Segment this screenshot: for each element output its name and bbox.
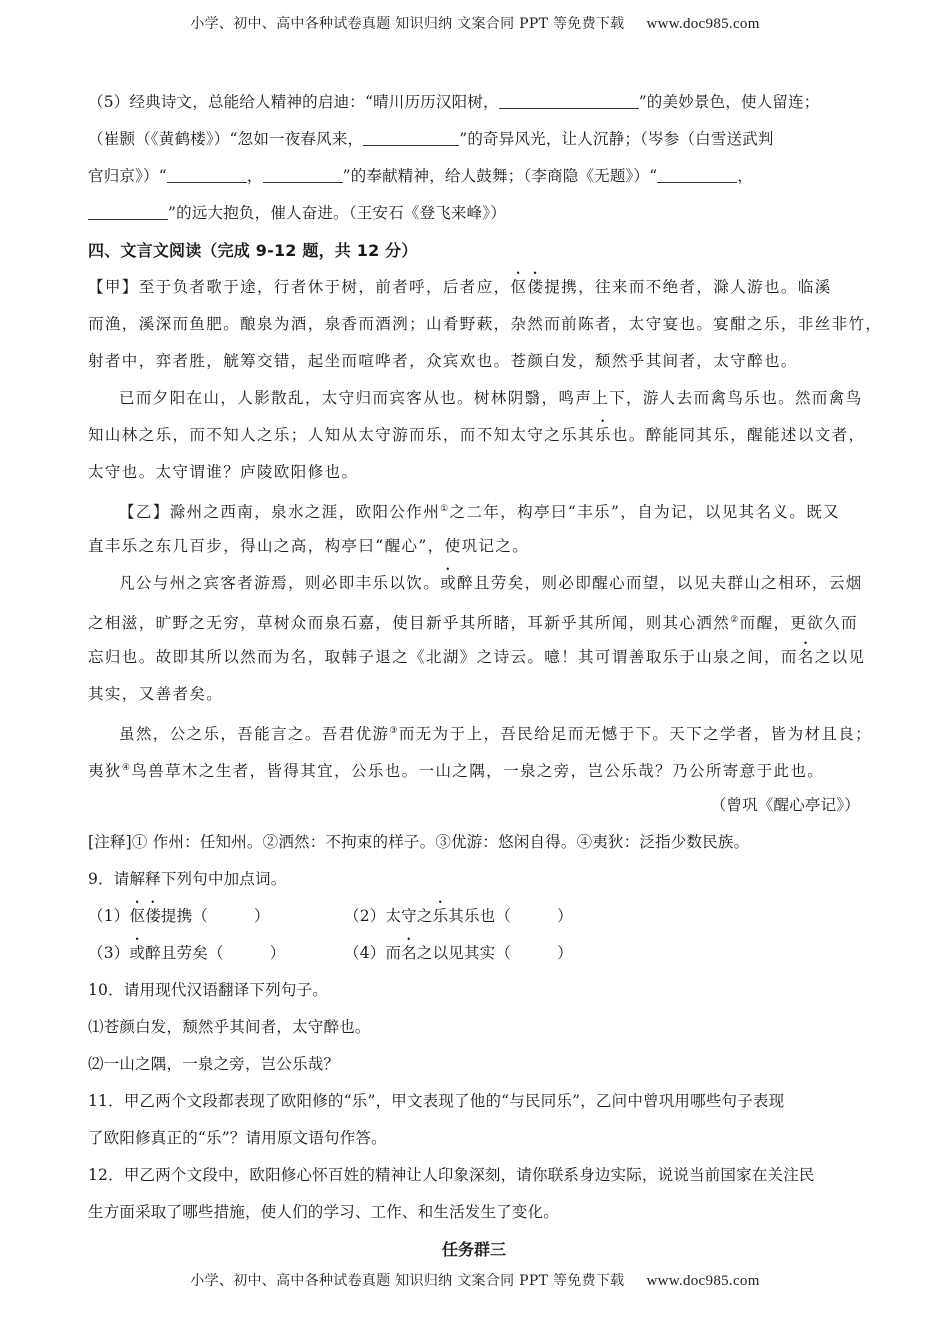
q9-row-2 <box>88 935 860 972</box>
q5-line-3: 官归京》）“ ， ”的奉献精神，给人鼓舞；（李商隐《无题》）“ ， <box>88 167 754 185</box>
q12-line-1: 12．甲乙两个文段中，欧阳修心怀百姓的精神让人印象深刻，请你联系身边实际，说说当前国家在关注民 <box>88 1166 815 1184</box>
passage-yi-line: 之相滋，旷野之无穷，草树众而泉石嘉，使目新乎其所睹，耳新乎其所闻，则其心洒然②而醒，更欲久而 <box>88 614 858 633</box>
q5-line-1: （5）经典诗文，总能给人精神的启迪：“晴川历历汉阳树， ”的美妙景色，使人留连； <box>88 93 820 111</box>
q9-row-1 <box>88 898 860 935</box>
q5-line-2: （崔颢（《黄鹤楼》）“忽如一夜春风来， ”的奇异风光，让人沉静；（岑参（白雪送武判 <box>88 130 774 148</box>
annotations: [注释]① 作州：任知州。②洒然：不拘束的样子。③优游：悠闲自得。④夷狄：泛指少数民族。 <box>88 833 750 851</box>
q12-line-2: 生方面采取了哪些措施，使人们的学习、工作、和生活发生了变化。 <box>88 1203 560 1221</box>
passage-jia-line: 知山林之乐，而不知人之乐；人知从太守游而乐，而不知太守之乐其乐也。醉能同其乐，醒能述以文者， <box>88 426 866 444</box>
q11-line-1: 11．甲乙两个文段都表现了欧阳修的“乐”，甲文表现了他的“与民同乐”，乙问中曾巩用哪些句子表现 <box>88 1092 785 1110</box>
answer-blank[interactable] <box>263 166 343 183</box>
passage-yi-line: 其实，又善者矣。 <box>88 685 224 703</box>
passage-yi-line: 直丰乐之东几百步，得山之高，构亭曰“醒心”，使巩记之。 <box>88 537 530 555</box>
passage-jia-line: 而渔，溪深而鱼肥。酿泉为酒，泉香而酒洌；山肴野蔌，杂然而前陈者，太守宴也。宴酣之乐，非丝非竹， <box>88 315 883 333</box>
task-group-title: 任务群三 <box>441 1240 506 1259</box>
q9-item-4: （4）而名之以见其实（ ） <box>344 944 573 962</box>
passage-jia-line: 太守也。太守谓谁？庐陵欧阳修也。 <box>88 463 359 481</box>
passage-source: （曾巩《醒心亭记》） <box>710 796 860 814</box>
answer-blank[interactable] <box>499 92 639 109</box>
q10-title: 10．请用现代汉语翻译下列句子。 <box>88 981 328 999</box>
page-footer <box>0 1270 950 1290</box>
q9-item-2: （2）太守之乐其乐也（ ） <box>344 907 573 925</box>
page-header <box>0 13 950 33</box>
header-text: 小学、初中、高中各种试卷真题 知识归纳 文案合同 PPT 等免费下载 <box>190 16 625 32</box>
answer-blank[interactable] <box>167 166 247 183</box>
header-url[interactable]: www.doc985.com <box>646 16 760 32</box>
section-heading: 四、文言文阅读（完成 9-12 题，共 12 分） <box>88 241 418 260</box>
q5-line-4: ”的远大抱负，催人奋进。（王安石《登飞来峰》） <box>88 195 860 232</box>
passage-yi-line: 夷狄④鸟兽草木之生者，皆得其宜，公乐也。一山之隅，一泉之旁，岂公乐哉？乃公所寄意于此也。 <box>88 762 825 781</box>
passage-jia-line: 射者中，弈者胜，觥筹交错，起坐而喧哗者，众宾欢也。苍颜白发，颓然乎其间者，太守醉也。 <box>88 352 798 370</box>
passage-yi-line: 【乙】滁州之西南，泉水之涯，欧阳公作州①之二年，构亭曰“丰乐”，自为记，以见其名义。既又 <box>119 503 841 522</box>
footer-text: 小学、初中、高中各种试卷真题 知识归纳 文案合同 PPT 等免费下载 <box>190 1273 625 1289</box>
q9-title: 9．请解释下列句中加点词。 <box>88 870 287 888</box>
passage-yi-line: 忘归也。故即其所以然而为名，取韩子退之《北湖》之诗云。噫！其可谓善取乐于山泉之间，而名之以见 <box>88 648 866 666</box>
q10-sentence-2: ⑵一山之隅，一泉之旁，岂公乐哉？ <box>88 1055 340 1073</box>
answer-blank[interactable] <box>88 203 168 220</box>
footer-url[interactable]: www.doc985.com <box>646 1273 760 1289</box>
q11-line-2: 了欧阳修真正的“乐”？请用原文语句作答。 <box>88 1129 387 1147</box>
passage-jia-line: 【甲】至于负者歌于途，行者休于树，前者呼，后者应，伛偻提携，往来而不绝者，滁人游也。临溪 <box>88 278 832 296</box>
answer-blank[interactable] <box>363 129 459 146</box>
answer-blank[interactable] <box>657 166 737 183</box>
exam-content <box>88 84 883 1260</box>
passage-yi-line: 凡公与州之宾客者游焉，则必即丰乐以饮。或醉且劳矣，则必即醒心而望，以见夫群山之相环，云烟 <box>119 574 863 592</box>
q9-item-1: （1）伛偻提携（ ） <box>88 907 270 925</box>
q10-sentence-1: ⑴苍颜白发，颓然乎其间者，太守醉也。 <box>88 1018 371 1036</box>
passage-jia-line: 已而夕阳在山，人影散乱，太守归而宾客从也。树林阴翳，鸣声上下，游人去而禽鸟乐也。然而禽鸟 <box>119 389 863 407</box>
q9-item-3: （3）或醉且劳矣（ ） <box>88 944 286 962</box>
passage-yi-line: 虽然，公之乐，吾能言之。吾君优游③而无为于上，吾民给足而无憾于下。天下之学者，皆为材且良； <box>119 725 873 744</box>
